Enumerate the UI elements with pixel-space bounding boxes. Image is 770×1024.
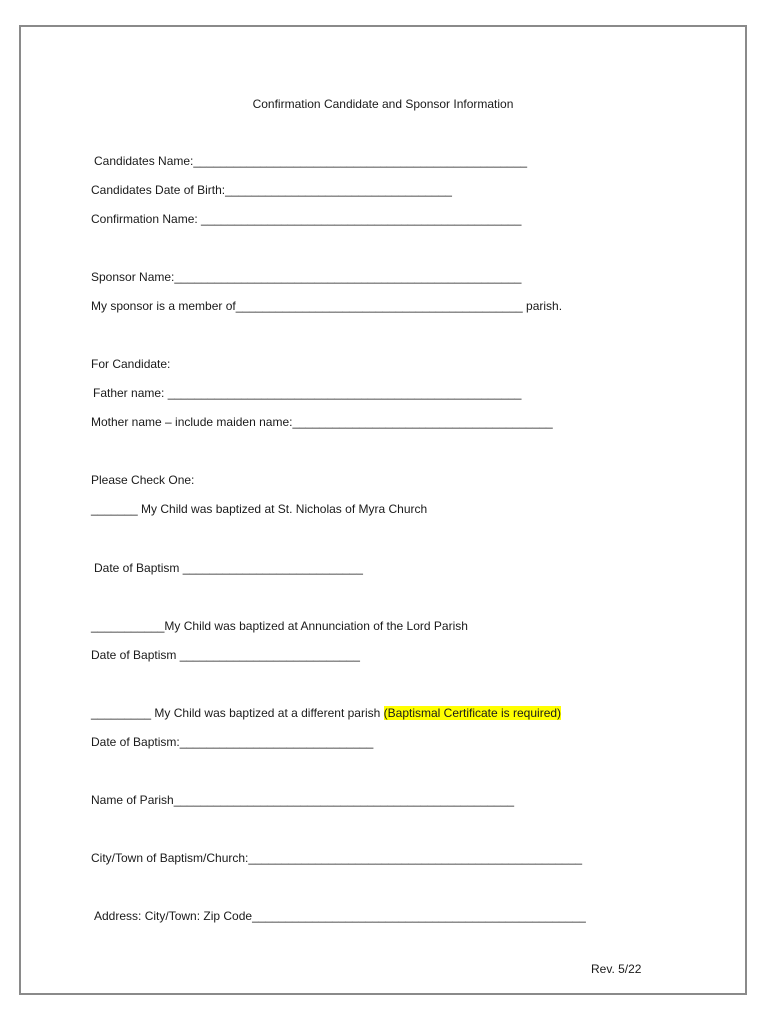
parish-name-field[interactable]: Name of Parish___________________________________________________ [91, 793, 515, 807]
option-st-nicholas[interactable]: _______ My Child was baptized at St. Nicholas of Myra Church [91, 502, 428, 516]
candidates-dob-field[interactable]: Candidates Date of Birth:__________________________________ [91, 183, 452, 197]
form-title: Confirmation Candidate and Sponsor Information [252, 97, 514, 111]
confirmation-name-field[interactable]: Confirmation Name: ________________________________________________ [91, 212, 522, 226]
option3-label: _________ My Child was baptized at a different parish [91, 706, 384, 720]
father-name-field[interactable]: Father name: _____________________________________________________ [93, 386, 522, 400]
please-check-heading: Please Check One: [91, 473, 195, 487]
option-different-parish[interactable] [91, 706, 561, 720]
address-field[interactable]: Address: City/Town: Zip Code__________________________________________________ [94, 909, 586, 923]
option3-baptism-date-field[interactable]: Date of Baptism:_____________________________ [91, 735, 374, 749]
city-town-field[interactable]: City/Town of Baptism/Church:__________________________________________________ [91, 851, 583, 865]
revision-label: Rev. 5/22 [591, 962, 642, 976]
form-page [19, 25, 747, 995]
for-candidate-heading: For Candidate: [91, 357, 171, 371]
certificate-required-note: (Baptismal Certificate is required) [383, 706, 562, 720]
option2-baptism-date-field[interactable]: Date of Baptism ___________________________ [91, 648, 360, 662]
mother-name-field[interactable]: Mother name – include maiden name:_______________________________________ [91, 415, 553, 429]
sponsor-name-field[interactable]: Sponsor Name:____________________________________________________ [91, 270, 522, 284]
option-annunciation[interactable]: ___________My Child was baptized at Annunciation of the Lord Parish [91, 619, 468, 633]
option1-baptism-date-field[interactable]: Date of Baptism ___________________________ [94, 561, 363, 575]
candidates-name-field[interactable]: Candidates Name:__________________________________________________ [94, 154, 528, 168]
sponsor-parish-field[interactable]: My sponsor is a member of___________________________________________ parish. [91, 299, 563, 313]
